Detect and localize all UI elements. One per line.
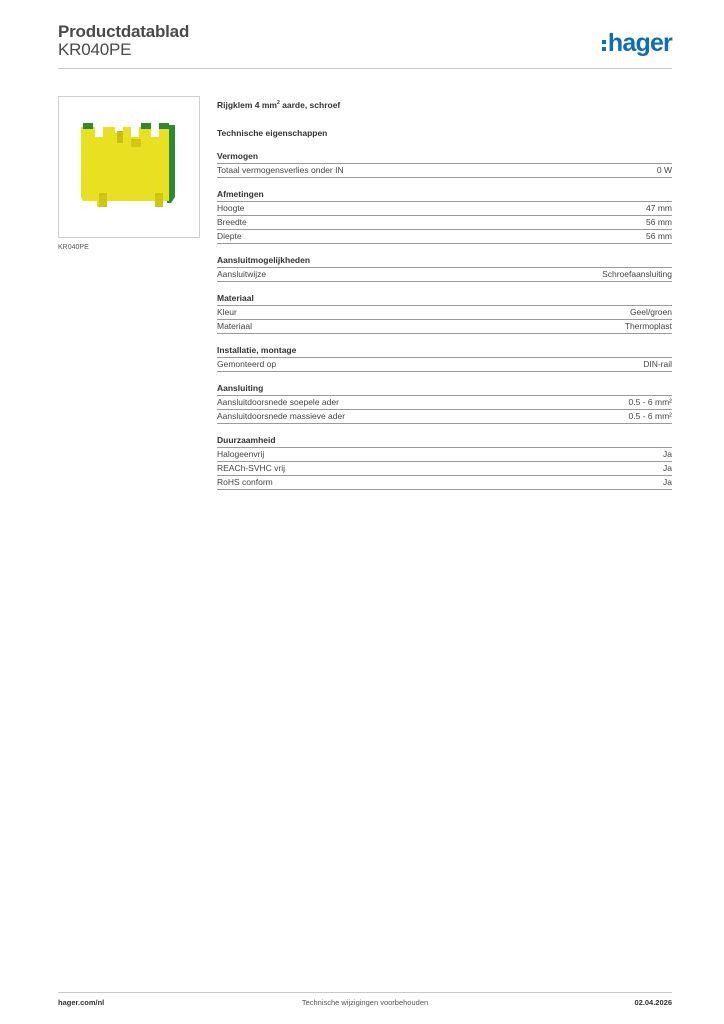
spec-row bbox=[217, 410, 672, 424]
product-description-text: Rijgklem 4 mm bbox=[217, 99, 277, 110]
spec-label: Aansluitdoorsnede soepele ader bbox=[217, 397, 339, 407]
spec-row bbox=[217, 202, 672, 216]
footer-notice: Technische wijzigingen voorbehouden bbox=[301, 998, 429, 1007]
spec-row bbox=[217, 462, 672, 476]
spec-value: 56 mm bbox=[646, 217, 672, 227]
spec-label: RoHS conform bbox=[217, 477, 273, 487]
spec-value: 47 mm bbox=[646, 203, 672, 213]
spec-row bbox=[217, 358, 672, 372]
spec-value: 0 W bbox=[656, 165, 672, 175]
footer-date: 02.04.2026 bbox=[634, 998, 672, 1007]
product-description bbox=[217, 96, 672, 110]
spec-label: Aansluitwijze bbox=[217, 269, 267, 279]
footer-divider bbox=[58, 992, 672, 993]
terminal-block-icon bbox=[59, 97, 201, 239]
spec-value: 56 mm bbox=[646, 231, 672, 241]
group-vermogen bbox=[217, 150, 672, 178]
spec-row bbox=[217, 320, 672, 334]
footer-website-link[interactable]: hager.com/nl bbox=[58, 998, 105, 1007]
logo-text: hager bbox=[607, 28, 672, 57]
group-title: Installatie, montage bbox=[217, 344, 672, 358]
group-title: Vermogen bbox=[217, 150, 672, 164]
spec-value: Thermoplast bbox=[624, 321, 672, 331]
spec-label: Gemonteerd op bbox=[217, 359, 277, 369]
group-materiaal bbox=[217, 292, 672, 334]
product-description-suffix: aarde, schroef bbox=[279, 99, 341, 110]
spec-label: Breedte bbox=[217, 217, 247, 227]
logo-dots-icon bbox=[602, 40, 606, 51]
spec-row bbox=[217, 396, 672, 410]
spec-row bbox=[217, 476, 672, 490]
page-footer bbox=[58, 998, 672, 1010]
spec-value: Ja bbox=[663, 463, 672, 473]
spec-label: Hoogte bbox=[217, 203, 245, 213]
product-code: KR040PE bbox=[58, 40, 132, 59]
spec-row bbox=[217, 230, 672, 244]
group-installatie bbox=[217, 344, 672, 372]
hager-logo bbox=[602, 28, 672, 58]
header-divider bbox=[58, 68, 672, 69]
spec-label: Materiaal bbox=[217, 321, 252, 331]
group-title: Duurzaamheid bbox=[217, 434, 672, 448]
group-title: Aansluitmogelijkheden bbox=[217, 254, 672, 268]
spec-value: Schroefaansluiting bbox=[602, 269, 672, 279]
spec-label: Kleur bbox=[217, 307, 237, 317]
spec-value: 0.5 - 6 mm² bbox=[628, 411, 672, 421]
spec-label: Totaal vermogensverlies onder IN bbox=[217, 165, 344, 175]
spec-row bbox=[217, 448, 672, 462]
spec-row bbox=[217, 216, 672, 230]
spec-value: 0.5 - 6 mm² bbox=[628, 397, 672, 407]
spec-row bbox=[217, 164, 672, 178]
spec-row bbox=[217, 306, 672, 320]
group-aansluiting bbox=[217, 382, 672, 424]
product-image bbox=[58, 96, 200, 238]
image-caption: KR040PE bbox=[58, 244, 89, 251]
group-title: Afmetingen bbox=[217, 188, 672, 202]
group-title: Aansluiting bbox=[217, 382, 672, 396]
product-description-sup: 2 bbox=[277, 100, 280, 106]
spec-row bbox=[217, 268, 672, 282]
spec-label: Halogeenvrij bbox=[217, 449, 265, 459]
spec-label: REACh-SVHC vrij bbox=[217, 463, 286, 473]
document-title: Productdatablad bbox=[58, 22, 190, 41]
spec-label: Aansluitdoorsnede massieve ader bbox=[217, 411, 346, 421]
group-duurzaamheid bbox=[217, 434, 672, 490]
group-afmetingen bbox=[217, 188, 672, 244]
spec-label: Diepte bbox=[217, 231, 242, 241]
group-title: Materiaal bbox=[217, 292, 672, 306]
spec-value: Ja bbox=[663, 477, 672, 487]
section-heading: Technische eigenschappen bbox=[217, 128, 328, 138]
page-header bbox=[58, 20, 672, 70]
group-aansluitmogelijkheden bbox=[217, 254, 672, 282]
spec-value: Geel/groen bbox=[629, 307, 672, 317]
spec-value: Ja bbox=[663, 449, 672, 459]
spec-value: DIN-rail bbox=[643, 359, 672, 369]
specifications bbox=[217, 96, 672, 490]
